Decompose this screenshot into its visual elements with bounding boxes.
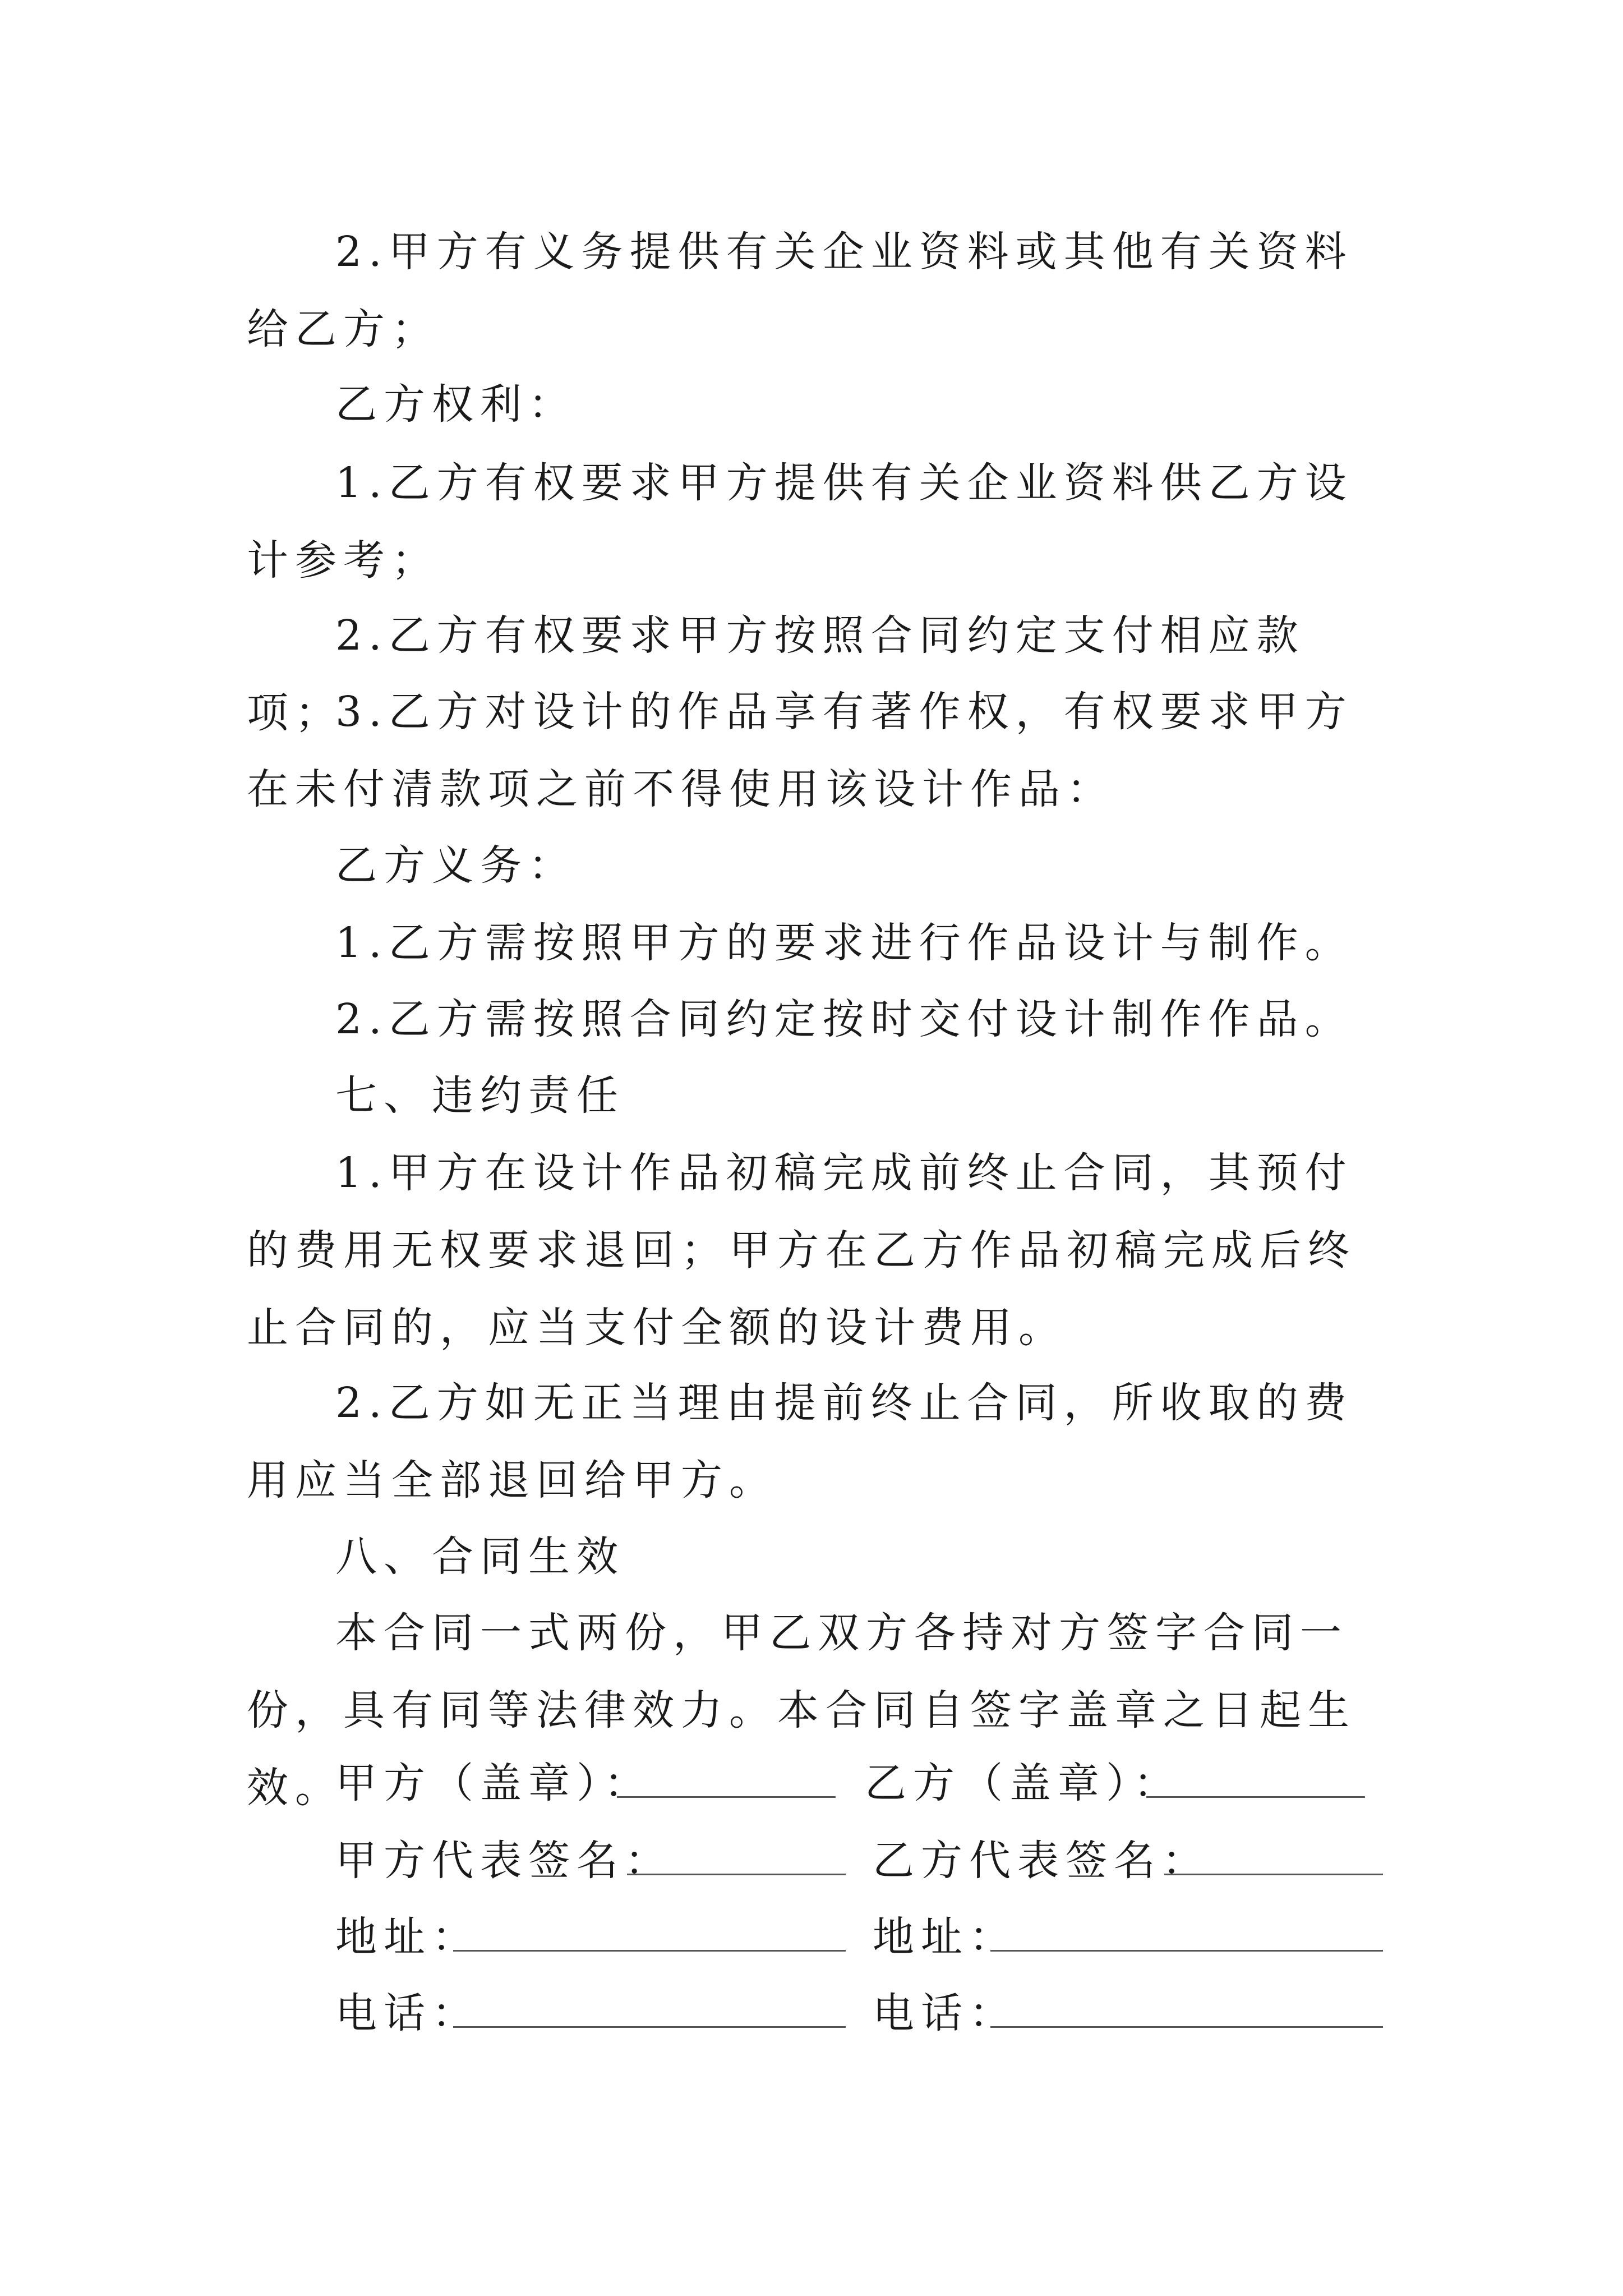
paragraph-breach-2: 2.乙方如无正当理由提前终止合同，所收取的费用应当全部退回给甲方。 [247,1379,1353,1504]
party-a-rep-label: 甲方代表签名： [335,1837,673,1885]
paragraph-party-b-obligation-2: 2.乙方需按照合同约定按时交付设计制作作品。 [335,995,1353,1043]
party-b-rep-label: 乙方代表签名： [873,1837,1210,1885]
heading-breach-liability: 七、违约责任 [335,1071,625,1120]
party-a-phone-field[interactable] [453,2026,846,2028]
party-a-seal-field[interactable] [617,1796,836,1798]
paragraph-party-b-right-2: 2.乙方有权要求甲方按照合同约定支付相应款项； [247,611,1305,737]
party-a-address-field[interactable] [453,1950,846,1952]
party-b-phone-field[interactable] [990,2026,1383,2028]
party-b-seal-label: 乙方（盖章）： [865,1759,1182,1807]
party-b-phone-label: 电话： [873,1989,1017,2037]
party-b-address-field[interactable] [990,1950,1383,1952]
heading-party-b-obligations: 乙方义务： [335,841,577,890]
party-a-phone-label: 电话： [335,1989,480,2037]
party-a-seal-label: 甲方（盖章）： [335,1759,652,1807]
paragraph-party-b-right-3: 3.乙方对设计的作品享有著作权，有权要求甲方在未付清款项之前不得使用该设计作品： [247,688,1353,813]
signature-row-seal [335,1750,1390,1806]
signature-row-phone [335,1980,1390,2036]
paragraph-breach-1: 1.甲方在设计作品初稿完成前终止合同，其预付的费用无权要求退回；甲方在乙方作品初稿完成后终止合同的，应当支付全额的设计费用。 [247,1149,1356,1352]
party-a-rep-field[interactable] [627,1874,846,1875]
party-b-rep-field[interactable] [1164,1874,1383,1875]
party-b-address-label: 地址： [873,1913,1017,1961]
paragraph-party-b-right-1: 1.乙方有权要求甲方提供有关企业资料供乙方设计参考； [247,459,1353,585]
signature-row-address [335,1904,1390,1960]
heading-contract-effect: 八、合同生效 [335,1533,625,1581]
party-b-seal-field[interactable] [1146,1796,1365,1798]
paragraph-party-a-obligation-2: 2.甲方有义务提供有关企业资料或其他有关资料给乙方； [247,228,1353,353]
paragraph-contract-effect: 本合同一式两份，甲乙双方各持对方签字合同一份，具有同等法律效力。本合同自签字盖章之日起生效。 [247,1609,1356,1812]
paragraph-party-b-obligation-1: 1.乙方需按照甲方的要求进行作品设计与制作。 [335,919,1353,967]
heading-party-b-rights: 乙方权利： [335,380,577,429]
signature-row-representative [335,1828,1390,1884]
party-a-address-label: 地址： [335,1913,480,1961]
